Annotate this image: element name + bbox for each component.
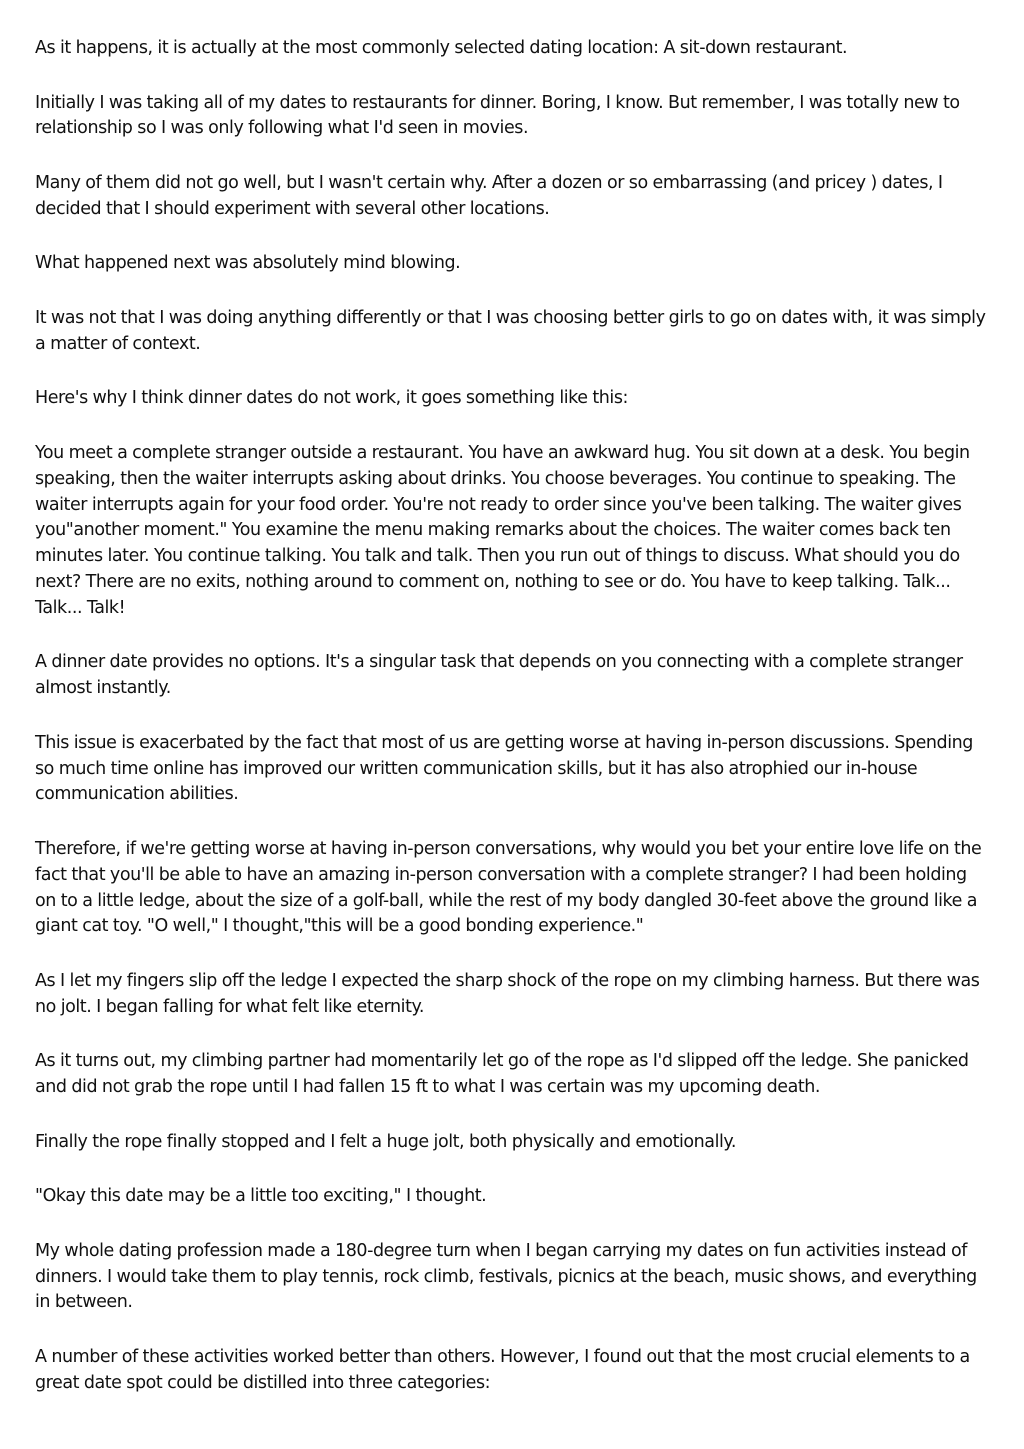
paragraph: Here's why I think dinner dates do not work, it goes something like this: [35, 388, 628, 409]
paragraph: Therefore, if we're getting worse at having in-person conversations, why would you bet your entire love life on the fact that you'll be able to have an amazing in-person conversation with a complete stranger? I had been holding on to a little ledge, about the size of a golf-ball, while the rest of my body dangled 30-feet above the ground like a giant cat toy. "O well," I thought,"this will be a good bonding experience." [35, 838, 982, 937]
paragraph: A dinner date provides no options. It's a singular task that depends on you connecting with a complete stranger almost instantly. [35, 652, 963, 699]
paragraph: My whole dating profession made a 180-degree turn when I began carrying my dates on fun activities instead of dinners. I would take them to play tennis, rock climb, festivals, picnics at the beach, music shows, and everything in between. [35, 1240, 977, 1313]
paragraph: Finally the rope finally stopped and I felt a huge jolt, both physically and emotionally. [35, 1131, 736, 1152]
paragraph: Many of them did not go well, but I wasn't certain why. After a dozen or so embarrassing (and pricey ) dates, I decided that I should experiment with several other locations. [35, 172, 943, 219]
paragraph: This issue is exacerbated by the fact that most of us are getting worse at having in-person discussions. Spending so much time online has improved our written communication skills, but it has also atrophied our in-house communication abilities. [35, 732, 973, 805]
paragraph: A number of these activities worked better than others. However, I found out that the most crucial elements to a great date spot could be distilled into three categories: [35, 1347, 970, 1393]
paragraph: It was not that I was doing anything differently or that I was choosing better girls to go on dates with, it was simply a matter of context. [35, 307, 986, 354]
document-body [35, 36, 990, 1397]
paragraph: You meet a complete stranger outside a restaurant. You have an awkward hug. You sit down at a desk. You begin speaking, then the waiter interrupts asking about drinks. You choose beverages. You continue to speaking. The waiter interrupts again for your food order. You're not ready to order since you've been talking. The waiter gives you"another moment." You examine the menu making remarks about the choices. The waiter comes back ten minutes later. You continue talking. You talk and talk. Then you run out of things to discuss. What should you do next? There are no exits, nothing around to comment on, nothing to see or do. You have to keep talking. Talk... Talk... Talk! [35, 442, 970, 618]
paragraph: What happened next was absolutely mind blowing. [35, 253, 461, 274]
paragraph: As it happens, it is actually at the most commonly selected dating location: A sit-down restaurant. [35, 38, 848, 58]
paragraph: Initially I was taking all of my dates to restaurants for dinner. Boring, I know. But remember, I was totally new to relationship so I was only following what I'd seen in movies. [35, 92, 960, 139]
paragraph: As it turns out, my climbing partner had momentarily let go of the rope as I'd slipped off the ledge. She panicked and did not grab the rope until I had fallen 15 ft to what I was certain was my upcoming death. [35, 1051, 969, 1098]
paragraph: As I let my fingers slip off the ledge I expected the sharp shock of the rope on my climbing harness. But there was no jolt. I began falling for what felt like eternity. [35, 970, 980, 1017]
paragraph: "Okay this date may be a little too exciting," I thought. [35, 1186, 487, 1207]
